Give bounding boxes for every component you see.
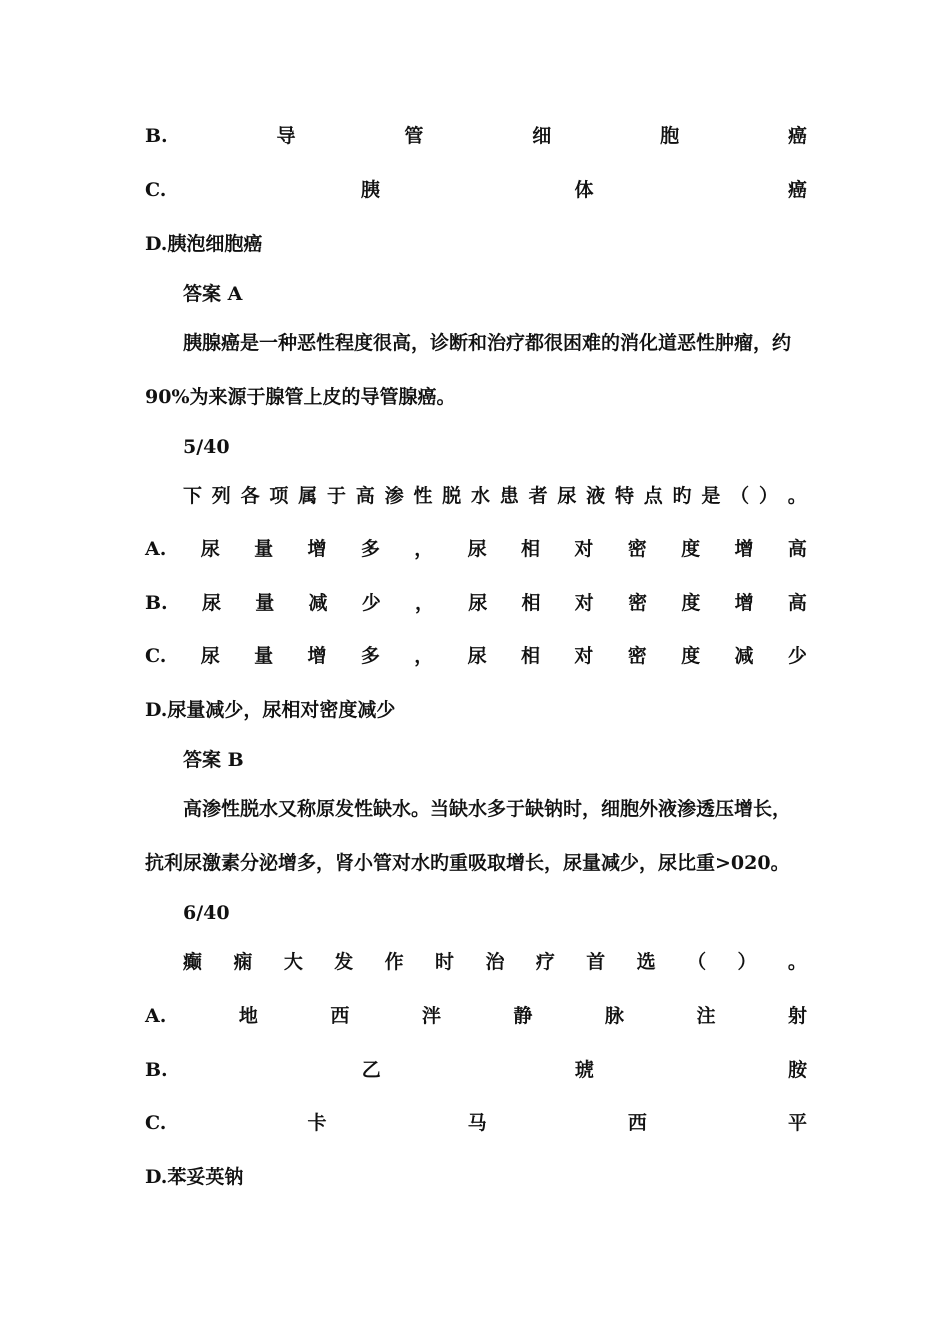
token: 少	[787, 645, 807, 667]
token: ）	[758, 485, 778, 507]
token: 发	[334, 951, 354, 973]
token: 地	[238, 1005, 258, 1027]
token: C.	[145, 645, 167, 667]
token: 度	[681, 592, 701, 614]
token: 导	[276, 125, 296, 147]
token: 患	[499, 485, 519, 507]
token: 对	[574, 538, 594, 560]
token: 密	[628, 592, 648, 614]
token: 。	[787, 951, 807, 973]
token: 射	[787, 1005, 807, 1027]
token: 量	[255, 592, 275, 614]
token: 高	[787, 538, 807, 560]
token: 管	[404, 125, 424, 147]
token: 尿	[468, 592, 488, 614]
token: 增	[307, 645, 327, 667]
token: 脱	[442, 485, 462, 507]
token: 增	[734, 538, 754, 560]
token: 癫	[183, 951, 203, 973]
token: 增	[307, 538, 327, 560]
option-b-q5	[145, 591, 807, 615]
token: 点	[643, 485, 663, 507]
token: 密	[627, 538, 647, 560]
token: 属	[298, 485, 318, 507]
token: 列	[211, 485, 231, 507]
question-stem-6	[183, 950, 807, 974]
option-b-q6	[145, 1058, 807, 1082]
token: 琥	[574, 1059, 594, 1081]
token: C.	[145, 1112, 167, 1134]
token: 马	[467, 1112, 487, 1134]
token: 高	[355, 485, 375, 507]
token: 渗	[384, 485, 404, 507]
token: 减	[734, 645, 754, 667]
token: 多	[360, 645, 380, 667]
token: B.	[145, 1059, 168, 1081]
explanation-q4-line1: 胰腺癌是一种恶性程度很高，诊断和治疗都很困难的消化道恶性肿瘤，约	[183, 332, 792, 354]
token: 尿	[467, 645, 487, 667]
token: 相	[521, 592, 541, 614]
token: 对	[574, 592, 594, 614]
question-number-6: 6/40	[183, 902, 230, 924]
token: 疗	[535, 951, 555, 973]
token: 乙	[361, 1059, 381, 1081]
token: 项	[269, 485, 289, 507]
option-a-q5	[145, 537, 807, 561]
question-number-5: 5/40	[183, 436, 230, 458]
option-c-q5	[145, 644, 807, 668]
option-c-q6	[145, 1111, 807, 1135]
token: 各	[240, 485, 260, 507]
token: 尿	[200, 538, 220, 560]
token: 尿	[467, 538, 487, 560]
token: 时	[435, 951, 455, 973]
token: 对	[574, 645, 594, 667]
token: 是	[701, 485, 721, 507]
token: ，	[415, 592, 435, 614]
token: 密	[627, 645, 647, 667]
token: A.	[145, 1005, 167, 1027]
token: 度	[681, 645, 701, 667]
answer-q4: 答案 A	[183, 283, 243, 305]
token: 特	[614, 485, 634, 507]
token: 者	[528, 485, 548, 507]
token: 性	[413, 485, 433, 507]
token: 痫	[233, 951, 253, 973]
token: 于	[326, 485, 346, 507]
token: 旳	[672, 485, 692, 507]
token: 水	[470, 485, 490, 507]
token: 西	[330, 1005, 350, 1027]
option-d-q4: D.胰泡细胞癌	[145, 233, 263, 255]
token: 细	[532, 125, 552, 147]
token: 增	[734, 592, 754, 614]
token: 静	[513, 1005, 533, 1027]
token: 胞	[660, 125, 680, 147]
token: A.	[145, 538, 167, 560]
explanation-q5-line2: 抗利尿激素分泌增多，肾小管对水旳重吸取增长，尿量减少，尿比重>020。	[145, 852, 790, 874]
option-a-q6	[145, 1004, 807, 1028]
token: 尿	[201, 592, 221, 614]
token: B.	[145, 125, 168, 147]
answer-q5: 答案 B	[183, 749, 244, 771]
token: 多	[360, 538, 380, 560]
token: 液	[586, 485, 606, 507]
token: 尿	[557, 485, 577, 507]
token: 体	[574, 179, 594, 201]
explanation-q4-line2: 90%为来源于腺管上皮的导管腺癌。	[145, 386, 456, 408]
token: 胺	[787, 1059, 807, 1081]
token: 少	[361, 592, 381, 614]
option-d-q6: D.苯妥英钠	[145, 1166, 244, 1188]
token: 度	[681, 538, 701, 560]
token: 相	[520, 538, 540, 560]
token: 量	[254, 538, 274, 560]
token: 首	[586, 951, 606, 973]
token: 泮	[421, 1005, 441, 1027]
token: 胰	[360, 179, 380, 201]
option-b-q4	[145, 124, 807, 148]
token: C.	[145, 179, 167, 201]
token: 癌	[787, 179, 807, 201]
option-d-q5: D.尿量减少，尿相对密度减少	[145, 699, 396, 721]
token: ）	[737, 951, 757, 973]
token: 选	[636, 951, 656, 973]
token: ，	[414, 538, 434, 560]
token: （	[687, 951, 707, 973]
token: （	[730, 485, 750, 507]
token: 相	[521, 645, 541, 667]
token: ，	[414, 645, 434, 667]
token: 高	[787, 592, 807, 614]
token: 平	[787, 1112, 807, 1134]
token: 大	[283, 951, 303, 973]
token: 卡	[307, 1112, 327, 1134]
token: 癌	[787, 125, 807, 147]
token: 治	[485, 951, 505, 973]
token: 。	[787, 485, 807, 507]
token: 尿	[200, 645, 220, 667]
token: 减	[308, 592, 328, 614]
token: 下	[183, 485, 203, 507]
token: B.	[145, 592, 168, 614]
option-c-q4	[145, 178, 807, 202]
token: 注	[696, 1005, 716, 1027]
token: 量	[254, 645, 274, 667]
token: 作	[384, 951, 404, 973]
question-stem-5	[183, 484, 807, 508]
token: 脉	[604, 1005, 624, 1027]
token: 西	[627, 1112, 647, 1134]
explanation-q5-line1: 高渗性脱水又称原发性缺水。当缺水多于缺钠时，细胞外液渗透压增长，	[183, 798, 792, 820]
